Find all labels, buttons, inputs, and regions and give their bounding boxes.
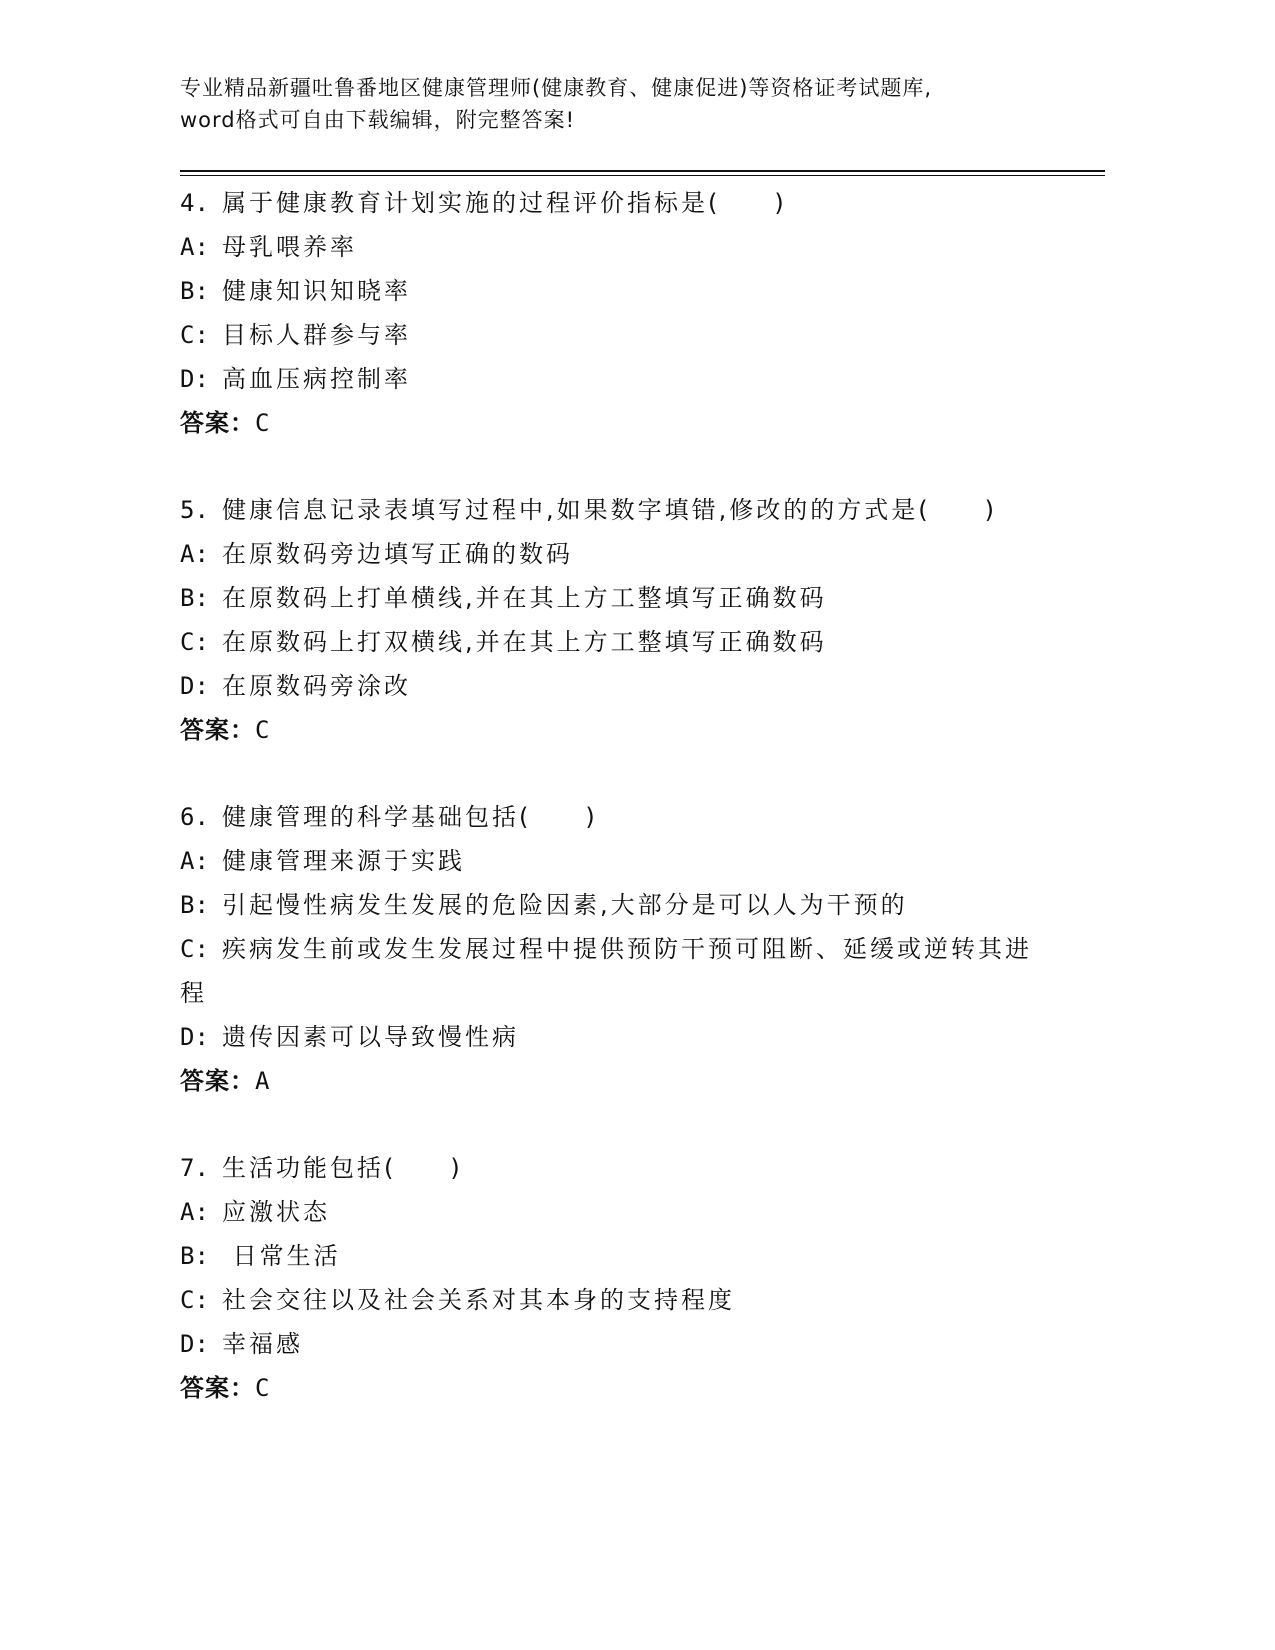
question-text: 健康信息记录表填写过程中,如果数字填错,修改的的方式是( ) — [222, 496, 997, 524]
option-text: 遗传因素可以导致慢性病 — [222, 1023, 519, 1051]
option-key: C: — [180, 628, 209, 656]
answer-label: 答案： — [180, 1374, 255, 1402]
option-a — [180, 532, 1040, 576]
question-stem — [180, 181, 1040, 225]
option-d — [180, 1015, 1040, 1059]
question-number: 4. — [180, 189, 209, 217]
option-b — [180, 576, 1040, 620]
option-a — [180, 225, 1040, 269]
option-a — [180, 839, 1040, 883]
option-b — [180, 883, 1040, 927]
document-header — [180, 72, 1040, 136]
option-key: B: — [180, 277, 209, 305]
option-text: 应激状态 — [222, 1198, 330, 1226]
option-c — [180, 620, 1040, 664]
option-key: D: — [180, 1023, 209, 1051]
option-a — [180, 1190, 1040, 1234]
option-key: A: — [180, 540, 209, 568]
question-text: 生活功能包括( ) — [222, 1154, 463, 1182]
answer-line — [180, 708, 1040, 752]
question-7 — [180, 1146, 1040, 1410]
option-c — [180, 927, 1040, 1015]
question-stem — [180, 488, 1040, 532]
question-6 — [180, 795, 1040, 1103]
option-key: C: — [180, 935, 209, 963]
question-stem — [180, 795, 1040, 839]
option-key: B: — [180, 1242, 209, 1270]
option-text: 健康管理来源于实践 — [222, 847, 465, 875]
option-text: 健康知识知晓率 — [222, 277, 411, 305]
question-number: 7. — [180, 1154, 209, 1182]
option-key: C: — [180, 1286, 209, 1314]
option-key: D: — [180, 1330, 209, 1358]
question-stem — [180, 1146, 1040, 1190]
option-key: B: — [180, 891, 209, 919]
answer-line — [180, 1059, 1040, 1103]
option-key: B: — [180, 584, 209, 612]
answer-value: C — [255, 716, 271, 744]
answer-line — [180, 401, 1040, 445]
option-text: 在原数码旁涂改 — [222, 672, 411, 700]
answer-label: 答案： — [180, 716, 255, 744]
option-text: 社会交往以及社会关系对其本身的支持程度 — [222, 1286, 735, 1314]
header-divider-thick — [180, 170, 1105, 172]
option-key: A: — [180, 847, 209, 875]
answer-value: A — [255, 1067, 271, 1095]
option-text: 幸福感 — [222, 1330, 303, 1358]
option-key: C: — [180, 321, 209, 349]
option-text: 高血压病控制率 — [222, 365, 411, 393]
header-line-2: word格式可自由下载编辑，附完整答案! — [180, 108, 576, 132]
option-text: 疾病发生前或发生发展过程中提供预防干预可阻断、延缓或逆转其进程 — [180, 935, 1032, 1007]
option-text: 母乳喂养率 — [222, 233, 357, 261]
question-number: 6. — [180, 803, 209, 831]
option-key: A: — [180, 1198, 209, 1226]
option-d — [180, 664, 1040, 708]
question-list — [180, 181, 1040, 1453]
option-b — [180, 269, 1040, 313]
option-key: A: — [180, 233, 209, 261]
option-text: 目标人群参与率 — [222, 321, 411, 349]
option-d — [180, 1322, 1040, 1366]
question-text: 属于健康教育计划实施的过程评价指标是( ) — [222, 189, 787, 217]
option-c — [180, 1278, 1040, 1322]
option-key: D: — [180, 672, 209, 700]
option-text: 日常生活 — [222, 1242, 341, 1270]
answer-label: 答案： — [180, 1067, 255, 1095]
option-text: 引起慢性病发生发展的危险因素,大部分是可以人为干预的 — [222, 891, 908, 919]
option-d — [180, 357, 1040, 401]
question-number: 5. — [180, 496, 209, 524]
option-c — [180, 313, 1040, 357]
question-4 — [180, 181, 1040, 445]
option-text: 在原数码旁边填写正确的数码 — [222, 540, 573, 568]
header-line-1: 专业精品新疆吐鲁番地区健康管理师(健康教育、健康促进)等资格证考试题库, — [180, 76, 933, 100]
question-text: 健康管理的科学基础包括( ) — [222, 803, 598, 831]
question-5 — [180, 488, 1040, 752]
answer-label: 答案： — [180, 409, 255, 437]
answer-value: C — [255, 409, 271, 437]
answer-line — [180, 1366, 1040, 1410]
option-text: 在原数码上打单横线,并在其上方工整填写正确数码 — [222, 584, 827, 612]
option-b — [180, 1234, 1040, 1278]
header-divider-thin — [180, 175, 1105, 176]
option-text: 在原数码上打双横线,并在其上方工整填写正确数码 — [222, 628, 827, 656]
answer-value: C — [255, 1374, 271, 1402]
option-key: D: — [180, 365, 209, 393]
